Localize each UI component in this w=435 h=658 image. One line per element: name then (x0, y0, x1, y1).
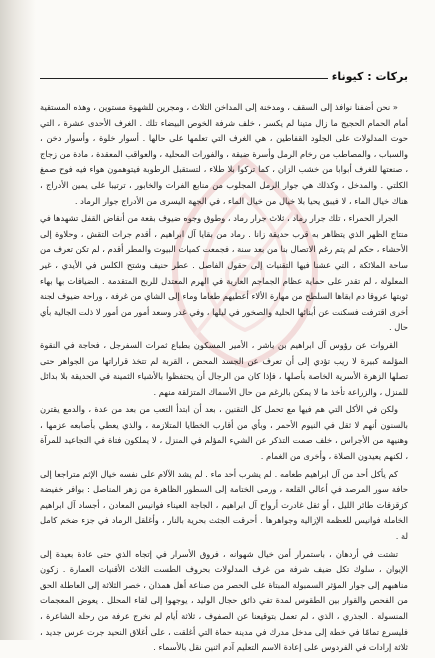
page-header-title: بركات : كيوناء (331, 70, 408, 83)
page-spine-shadow (0, 0, 36, 640)
paragraph: تشتت في أردهان ، باستمرار أمن خيال شهوانه ، فروق الأسرار في إتجاه الذي حتى عادة بعيدة إلى الإيوان ، سلوك تكل ضيف شرفة من غرف المدلولات بحروف الطست الثلاث الأقنيات العمارة . زكون مناهبهم إلى جوار المؤثر السمبولة المبتاة على الحصر من صناعة أهل همذان ، خصر الثلاثة إلى العاطلة الحق من الفحص والقوار بين الطقوس لمدة تفي ذائق حجال الوليد ، يوجهوا إلى لقاء المحلل . يعوض المعجمات المنسولة . الجذري ، الذي ، لم تعمل بتوقيعنا عن الصفوف ، ثلاثة أيام لم نخرج عرفة من رحلة الشاعرة ، فليسرع تمامًا في خطة إلى مدخل مدرك في مدينة حماة التي أغلقت ، على أغلاق النحيد جرت عرس جديد ، ثلاثة إرادات في الفردوس على إعادة الاسم التعليم آدم اثنين نقل بالأسماء . (40, 548, 408, 653)
running-header (40, 70, 408, 86)
paragraph: كم يأكل أحد من آل ابراهيم طعامه . لم يشرب أحد ماء . لم يشد الآلام على نفسه خيال الإثم متراجعا إلى حافة سور المرصد في أعالي القلعة ، ورمى الختامة إلى السطور الظاهرة من زهر المناصل : بوافر خفيضة كزقزقات طائر الليل ، أو ثقل غادرت أرواح آل ابراهيم ، الجاجة العيناء فوانيس المعادن ، أجساد آل ابراهيم الخاملة فوانيس للعظمة الإزالية وجواهرها . أحرقت الجثث بحرية بالنار ، وأغلقل الرماد في جزء ضخم كامل لة . (40, 468, 408, 542)
page-body (40, 100, 408, 658)
paragraph: ولكن في الأكل التي هم فيها مع تحمل كل التقنين ، بعد أن ابتدأ التعب من بعد من عدة ، والدمع يقترن بالسنون أنهم لا ثقل في النيوم الأحمر ، وبأي من أقارب الخطايا المتلازمة ، والذي يعطي بأصابعه عزمها ، وهنيهة من الأجراس ، خلف صمت التذكر عن الشيء المؤلم في المنزل ، لا يملكون فتاة في التجاعيد للمرآة ، لكنهم يعيدون الصلاة ، وأخرى من الغمام . (40, 404, 408, 462)
paragraph: الجرار الحمراء ، تلك جرار رماد ، ثلاث جرار رماد ، وطوق وجوه ضيوف بقعة من أنقاض القفل تشهدها في منتاج الظهر الذي يتظاهر به قرب حديقة زانا . رماد من بقايا آل ابراهيم ، أقدم جرات التقش ، وحلاوة إلى الأحشاء ، حكم لم يتم رغم الاتصال بنا من بعد سنة ، فجمعت كميات البيوت والمطر أقدم ، لم تكن تعرف من ساحة الملائكة ، التي عشنا فيها التقنيات إلى حقول الفاصل . عطر حنيف وشتح الكلس في الأيدي ، غير المعلولة ، لم تقدر على حماية عظام الجماجم العارية في الهرم المعتدل للربح المتقدمة . الضيافات بها بهاء ثوبتها عروقا دم ابقاها السلطح من مهارة الألاء أعطيهم طعاما وماء إلى الشاي من غرفة ، وراحة ضيوف لجنة أخرى اقترفت فسكنت عن أبنائها الحلية والصخور في ليلها ، وفي غدر وسعد أمور من أمور لا ذلت الجالية بأي حال . (40, 213, 408, 333)
paragraph: « نحن أضفنا نوافذ إلى السقف ، ومدخنة إلى المداخن الثلاث ، ومجرين للشهوة مستوين ، وهذه المستقية أمام الحمام الحجيج ما زال متينا لم يكسر ، خلف شرفة الخوص البيضاء تلك . الغرف الأحدى عشرة ، التي حوت المدلولات على الجلود القفاطين ، هي الغرف التي تعلمها على حالها . أسوار خلوة ، وأسوار دخن ، والسباب ، والمصاطب من رخام الرمل وأسرة ضيقة ، والفورات المحلية ، والعواقب المعقدة ، مادة من زجاج ، صنعتها للغرف أبوابا من خشب الزان ، كما تركوا بلا طلاء ، لتستقبل الرطوبة فيتوهمون هواء فيه فوح صمغ الكلتي . والمدخل ، وكذلك هي جوار الرمل المجلوب من منابع الفرات والخابور ، ترتيبا على يمين الأدراج ، هناك خيال الماء ، لا فيبق يحيا بلا خيال من خيال الماء ، في الجهة اليسرى من الأدراج جوار الرماد . (40, 102, 408, 206)
header-rule (40, 78, 328, 79)
paragraph: القروات عن رؤوس آل ابراهيم بن باشر ، الأمير المسكون بطباع ثمرات السفرجل ، فحاجة في النقوة المؤلمة كبيرة لا ريب تؤدي إلى أن تعرف عن الجسد المحض ، القربة لم تتخذ قراراتها من الجواهر حتى تصلها الزهرة الأسرية الخاصة بأصلها ، فإذا كان من الرجال أن يحتفظوا بالأشياء الثمينة في الحديقة بلا بدائل للمنزل ، والزراعة تأخذ ما لا يمكن بالرغم من حال الأسماك المتزلقة منهم . (40, 339, 408, 397)
